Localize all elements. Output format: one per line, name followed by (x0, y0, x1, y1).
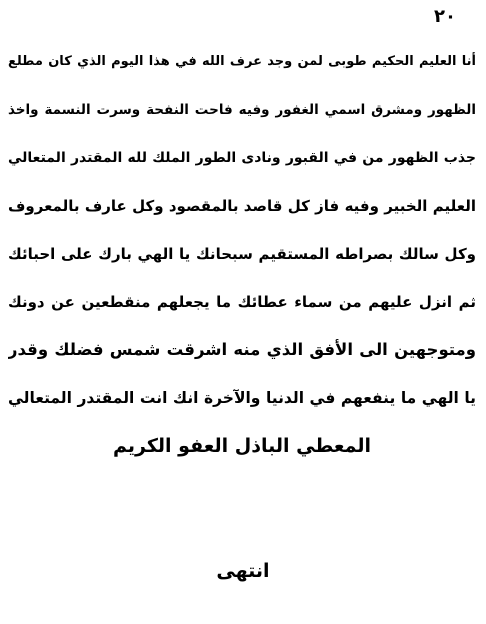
text-line-4: العليم الخبير وفيه فاز كل قاصد بالمقصود وكل عارف بالمعروف (8, 197, 476, 215)
ending-word: انتهى (216, 560, 270, 582)
text-line-3: جذب الظهور من في القبور ونادى الطور الملك لله المقتدر المتعالي (8, 150, 476, 166)
page-number: ٢٠ (434, 6, 456, 27)
text-line-9: المعطي الباذل العفو الكريم (113, 435, 371, 457)
text-line-1: أنا العليم الحكيم طوبى لمن وجد عرف الله في هذا اليوم الذي كان مطلع (8, 54, 476, 69)
text-line-2: الظهور ومشرق اسمي الغفور وفيه فاحت النفحة وسرت النسمة واخذ (8, 102, 476, 118)
text-line-5: وكل سالك بصراطه المستقيم سبحانك يا الهي بارك على احبائك (8, 245, 476, 263)
text-line-6: ثم انزل عليهم من سماء عطائك ما يجعلهم منقطعين عن دونك (8, 293, 476, 311)
text-line-7: ومتوجهين الى الأفق الذي منه اشرقت شمس فضلك وقدر (8, 340, 476, 359)
text-block (8, 38, 476, 470)
text-line-8: يا الهي ما ينفعهم في الدنيا والآخرة انك انت المقتدر المتعالي (8, 389, 476, 407)
